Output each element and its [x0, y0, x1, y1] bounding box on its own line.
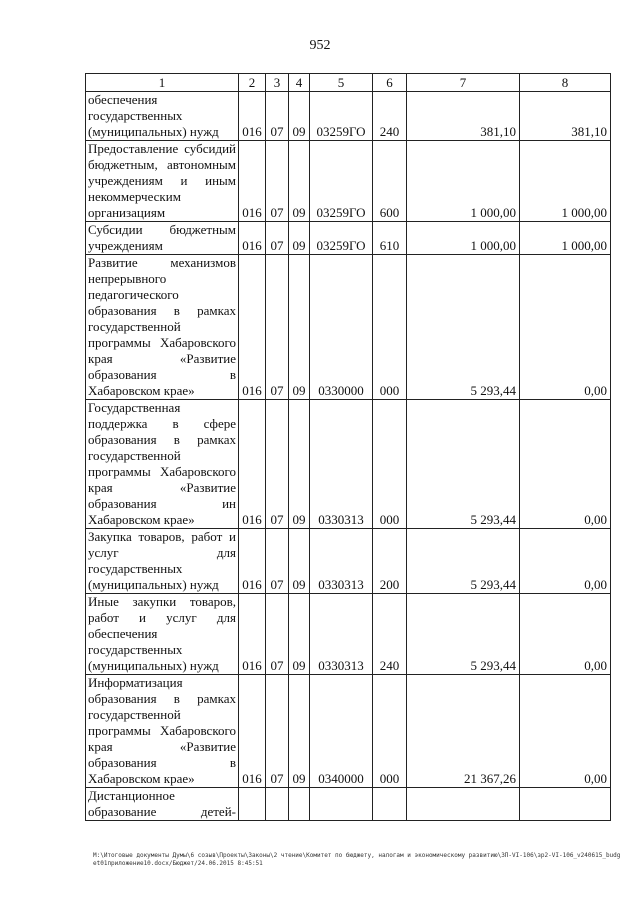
amount-col-8: 0,00 — [520, 529, 611, 594]
target-article-code: 0340000 — [310, 675, 373, 788]
amount-col-7: 1 000,00 — [407, 141, 520, 222]
target-article-code: 0330313 — [310, 400, 373, 529]
row-description: Субсидии бюджетным учреждениям — [86, 222, 239, 255]
target-article-code: 03259ГО — [310, 222, 373, 255]
row-description: Иные закупки товаров, работ и услуг для обеспечения государственных (муниципальных) нужд — [86, 594, 239, 675]
ministry-code: 016 — [239, 675, 266, 788]
section-code: 07 — [266, 222, 289, 255]
table-row — [86, 400, 611, 529]
row-description: Предоставление субсидий бюджетным, автономным учреждениям и иным некоммерческим организациям — [86, 141, 239, 222]
section-code: 07 — [266, 594, 289, 675]
target-article-code: 0330000 — [310, 255, 373, 400]
section-code: 07 — [266, 400, 289, 529]
row-description: Информатизация образования в рамках государственной программы Хабаровского края «Развитие образования в Хабаровском крае» — [86, 675, 239, 788]
ministry-code: 016 — [239, 400, 266, 529]
expense-type-code: 000 — [373, 675, 407, 788]
amount-col-8: 0,00 — [520, 594, 611, 675]
table-row — [86, 529, 611, 594]
ministry-code: 016 — [239, 594, 266, 675]
col-header-4: 4 — [289, 74, 310, 92]
ministry-code: 016 — [239, 255, 266, 400]
table-row — [86, 141, 611, 222]
amount-col-8: 381,10 — [520, 92, 611, 141]
table-row — [86, 788, 611, 821]
expense-type-code — [373, 788, 407, 821]
subsection-code: 09 — [289, 222, 310, 255]
table-row — [86, 594, 611, 675]
section-code: 07 — [266, 92, 289, 141]
table-row — [86, 222, 611, 255]
budget-table — [85, 73, 611, 821]
ministry-code: 016 — [239, 92, 266, 141]
section-code: 07 — [266, 255, 289, 400]
target-article-code: 03259ГО — [310, 141, 373, 222]
amount-col-7: 5 293,44 — [407, 400, 520, 529]
amount-col-8: 0,00 — [520, 400, 611, 529]
col-header-7: 7 — [407, 74, 520, 92]
amount-col-8: 0,00 — [520, 675, 611, 788]
section-code — [266, 788, 289, 821]
col-header-8: 8 — [520, 74, 611, 92]
table-row — [86, 92, 611, 141]
amount-col-8 — [520, 788, 611, 821]
expense-type-code: 240 — [373, 92, 407, 141]
row-description: Закупка товаров, работ и услуг для государственных (муниципальных) нужд — [86, 529, 239, 594]
expense-type-code: 600 — [373, 141, 407, 222]
col-header-5: 5 — [310, 74, 373, 92]
expense-type-code: 240 — [373, 594, 407, 675]
amount-col-7: 21 367,26 — [407, 675, 520, 788]
subsection-code: 09 — [289, 141, 310, 222]
amount-col-7 — [407, 788, 520, 821]
amount-col-7: 5 293,44 — [407, 594, 520, 675]
target-article-code: 0330313 — [310, 594, 373, 675]
subsection-code: 09 — [289, 675, 310, 788]
amount-col-7: 1 000,00 — [407, 222, 520, 255]
subsection-code: 09 — [289, 92, 310, 141]
expense-type-code: 610 — [373, 222, 407, 255]
ministry-code — [239, 788, 266, 821]
amount-col-7: 5 293,44 — [407, 255, 520, 400]
subsection-code: 09 — [289, 594, 310, 675]
table-header-row — [86, 74, 611, 92]
col-header-1: 1 — [86, 74, 239, 92]
ministry-code: 016 — [239, 141, 266, 222]
target-article-code: 03259ГО — [310, 92, 373, 141]
subsection-code: 09 — [289, 529, 310, 594]
row-description: Дистанционное образование детей- — [86, 788, 239, 821]
expense-type-code: 000 — [373, 400, 407, 529]
table-row — [86, 255, 611, 400]
amount-col-8: 1 000,00 — [520, 222, 611, 255]
row-description: обеспечения государственных (муниципальных) нужд — [86, 92, 239, 141]
section-code: 07 — [266, 141, 289, 222]
ministry-code: 016 — [239, 222, 266, 255]
page-number: 952 — [309, 38, 331, 53]
subsection-code: 09 — [289, 255, 310, 400]
amount-col-8: 1 000,00 — [520, 141, 611, 222]
ministry-code: 016 — [239, 529, 266, 594]
subsection-code: 09 — [289, 400, 310, 529]
expense-type-code: 000 — [373, 255, 407, 400]
footer-file-path: М:\Итоговые документы Думы\6 созыв\Проекты\Законы\2 чтение\Комитет по бюджету, налогам и экономическому развитию\ЗП-VI-106\зр2-VI-106_v240615_budget01приложение10.docx/Бюджет/24.06.2015 8:45:51 — [93, 852, 621, 867]
table-row — [86, 675, 611, 788]
amount-col-7: 381,10 — [407, 92, 520, 141]
row-description: Развитие механизмов непрерывного педагогического образования в рамках государственной программы Хабаровского края «Развитие образования в Хабаровском крае» — [86, 255, 239, 400]
target-article-code: 0330313 — [310, 529, 373, 594]
col-header-2: 2 — [239, 74, 266, 92]
col-header-3: 3 — [266, 74, 289, 92]
row-description: Государственная поддержка в сфере образования в рамках государственной программы Хабаровского края «Развитие образования ин Хабаровском крае» — [86, 400, 239, 529]
target-article-code — [310, 788, 373, 821]
expense-type-code: 200 — [373, 529, 407, 594]
section-code: 07 — [266, 675, 289, 788]
amount-col-8: 0,00 — [520, 255, 611, 400]
subsection-code — [289, 788, 310, 821]
amount-col-7: 5 293,44 — [407, 529, 520, 594]
col-header-6: 6 — [373, 74, 407, 92]
section-code: 07 — [266, 529, 289, 594]
